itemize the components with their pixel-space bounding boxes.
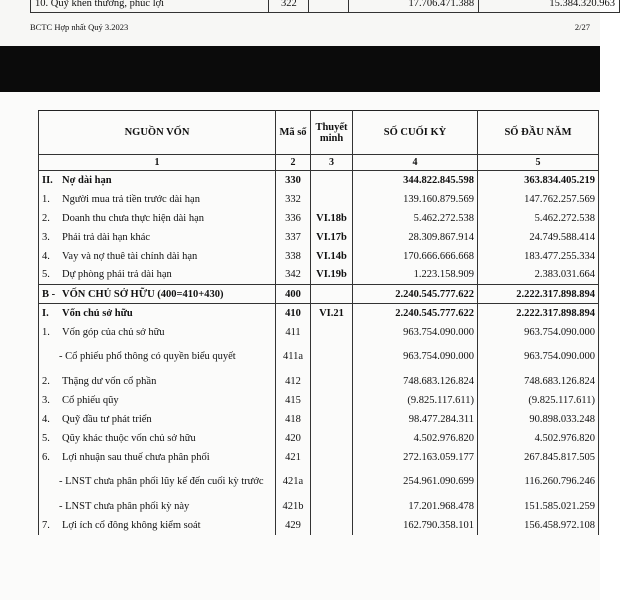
row-note: VI.14b [311, 247, 353, 266]
header-begin-year: SỐ ĐẦU NĂM [478, 111, 599, 155]
row-label-cell [39, 285, 276, 304]
row-begin-value: 267.845.817.505 [478, 448, 599, 467]
row-note [311, 190, 353, 209]
row-end-value: 2.240.545.777.622 [353, 304, 478, 323]
table-row [39, 266, 599, 285]
table-row [39, 497, 599, 516]
row-code: 342 [276, 266, 311, 285]
row-begin-value: 5.462.272.538 [478, 209, 599, 228]
column-index: 2 [276, 155, 311, 171]
row-begin-value: 963.754.090.000 [478, 342, 599, 372]
row-note [311, 410, 353, 429]
row-number: 5. [42, 432, 50, 444]
row-begin-value: 147.762.257.569 [478, 190, 599, 209]
row-number: 3. [42, 231, 50, 243]
row-note [311, 497, 353, 516]
header-end-period: SỐ CUỐI KỲ [353, 111, 478, 155]
page-footer [30, 22, 590, 32]
row-begin-value: 4.502.976.820 [478, 429, 599, 448]
row-note [311, 429, 353, 448]
table-row [39, 304, 599, 323]
row-end-value: 28.309.867.914 [353, 228, 478, 247]
row-label-cell [39, 171, 276, 190]
row-end-value: 17.201.968.478 [353, 497, 478, 516]
row-note [311, 323, 353, 342]
balance-sheet-page [0, 92, 600, 600]
table-row [39, 285, 599, 304]
row-number: 4. [42, 250, 50, 262]
row-number: 4. [42, 413, 50, 425]
row-number: 7. [42, 519, 50, 531]
row-label: - LNST chưa phân phối lũy kế đến cuối kỳ trước [59, 476, 264, 487]
column-index: 3 [311, 155, 353, 171]
row-number: 3. [42, 394, 50, 406]
footer-report-title: BCTC Hợp nhất Quý 3.2023 [30, 22, 129, 32]
row-label: - LNST chưa phân phối kỳ này [59, 500, 190, 512]
table-row [39, 391, 599, 410]
row-label-cell [39, 266, 276, 285]
row-end-value: 254.961.090.699 [353, 467, 478, 497]
row-label: Phải trả dài hạn khác [62, 231, 151, 243]
table-row [39, 467, 599, 497]
row-label: 10. Quỹ khen thưởng, phúc lợi [31, 0, 269, 13]
table-body [39, 171, 599, 535]
table-row [39, 342, 599, 372]
row-begin-value: 2.383.031.664 [478, 266, 599, 285]
row-number: 1. [42, 326, 50, 338]
row-label: VỐN CHỦ SỞ HỮU (400=410+430) [62, 288, 224, 300]
row-code: 336 [276, 209, 311, 228]
row-end-value: 748.683.126.824 [353, 372, 478, 391]
header-source: NGUỒN VỐN [39, 111, 276, 155]
row-code: 421 [276, 448, 311, 467]
row-end-value: 5.462.272.538 [353, 209, 478, 228]
row-begin-value: 116.260.796.246 [478, 467, 599, 497]
row-code: 400 [276, 285, 311, 304]
row-begin-value: 90.898.033.248 [478, 410, 599, 429]
page-gap [0, 46, 600, 92]
row-note [311, 391, 353, 410]
row-note [311, 467, 353, 497]
previous-table-row [30, 0, 620, 13]
header-note: Thuyết minh [311, 111, 353, 155]
row-label-cell [39, 497, 276, 516]
row-note [311, 372, 353, 391]
row-end-value: 344.822.845.598 [353, 171, 478, 190]
row-end-value: 2.240.545.777.622 [353, 285, 478, 304]
row-label-cell [39, 372, 276, 391]
row-number: B - [42, 288, 56, 300]
row-number: II. [42, 174, 53, 186]
row-label: Người mua trả tiền trước dài hạn [62, 193, 200, 205]
row-code: 418 [276, 410, 311, 429]
row-note [311, 448, 353, 467]
row-label: Quỹ đầu tư phát triển [62, 413, 152, 425]
row-end-value: 139.160.879.569 [353, 190, 478, 209]
row-code: 421a [276, 467, 311, 497]
row-label: Cổ phiếu qũy [62, 394, 119, 406]
row-code: 410 [276, 304, 311, 323]
column-index: 1 [39, 155, 276, 171]
row-begin-value: 24.749.588.414 [478, 228, 599, 247]
row-code: 332 [276, 190, 311, 209]
capital-table [38, 110, 599, 535]
table-row [39, 247, 599, 266]
row-number: 2. [42, 212, 50, 224]
row-begin-value: 2.222.317.898.894 [478, 285, 599, 304]
row-end-value: 1.223.158.909 [353, 266, 478, 285]
row-number: 6. [42, 451, 50, 463]
column-index: 4 [353, 155, 478, 171]
row-begin-value: 748.683.126.824 [478, 372, 599, 391]
table-row [39, 516, 599, 535]
row-label: Vay và nợ thuê tài chính dài hạn [62, 250, 198, 262]
row-end-value: 170.666.666.668 [353, 247, 478, 266]
row-begin-value: 363.834.405.219 [478, 171, 599, 190]
row-label-cell [39, 516, 276, 535]
table-row [39, 190, 599, 209]
row-note: VI.17b [311, 228, 353, 247]
row-code: 412 [276, 372, 311, 391]
row-note: VI.21 [311, 304, 353, 323]
column-index-row [39, 155, 599, 171]
row-begin-value: 15.384.320.963 [479, 0, 620, 13]
row-label: - Cổ phiếu phổ thông có quyền biểu quyết [59, 351, 236, 362]
row-code: 337 [276, 228, 311, 247]
row-label: Lợi ích cổ đông không kiểm soát [62, 519, 201, 531]
row-begin-value: 156.458.972.108 [478, 516, 599, 535]
table-row [39, 228, 599, 247]
row-label: Lợi nhuận sau thuế chưa phân phối [62, 451, 210, 463]
row-begin-value: 2.222.317.898.894 [478, 304, 599, 323]
row-end-value: 963.754.090.000 [353, 342, 478, 372]
row-note: VI.18b [311, 209, 353, 228]
table-row [39, 171, 599, 190]
row-begin-value: 151.585.021.259 [478, 497, 599, 516]
row-label-cell [39, 323, 276, 342]
row-code: 429 [276, 516, 311, 535]
row-label-cell [39, 247, 276, 266]
row-number: 5. [42, 269, 50, 281]
row-code: 330 [276, 171, 311, 190]
row-number: 1. [42, 193, 50, 205]
row-end-value: 4.502.976.820 [353, 429, 478, 448]
row-label-cell [39, 228, 276, 247]
row-code: 420 [276, 429, 311, 448]
row-label: Vốn chủ sở hữu [62, 307, 133, 319]
row-label-cell [39, 190, 276, 209]
row-label: Thặng dư vốn cổ phần [62, 375, 157, 387]
row-label: Nợ dài hạn [62, 174, 112, 186]
row-note [311, 171, 353, 190]
header-code: Mã số [276, 111, 311, 155]
row-code: 322 [269, 0, 309, 13]
table-row [39, 372, 599, 391]
row-label: Qũy khác thuộc vốn chủ sở hữu [62, 432, 196, 444]
row-begin-value: 963.754.090.000 [478, 323, 599, 342]
row-label-cell [39, 467, 276, 497]
row-label-cell [39, 391, 276, 410]
table-row [39, 209, 599, 228]
table-row [39, 410, 599, 429]
row-end-value: 17.706.471.388 [349, 0, 479, 13]
table-row [39, 323, 599, 342]
row-label: Vốn góp của chủ sở hữu [62, 326, 165, 338]
row-note [311, 285, 353, 304]
previous-page-fragment [0, 0, 615, 46]
row-number: I. [42, 307, 49, 319]
row-end-value: 963.754.090.000 [353, 323, 478, 342]
row-note [311, 516, 353, 535]
row-code: 411 [276, 323, 311, 342]
row-label-cell [39, 429, 276, 448]
footer-page-number: 2/27 [574, 22, 590, 32]
table-row [39, 448, 599, 467]
row-label-cell [39, 410, 276, 429]
row-label-cell [39, 342, 276, 372]
row-label: Dự phòng phải trả dài hạn [62, 269, 172, 281]
column-index: 5 [478, 155, 599, 171]
row-end-value: 162.790.358.101 [353, 516, 478, 535]
row-code: 421b [276, 497, 311, 516]
row-label-cell [39, 304, 276, 323]
row-number: 2. [42, 375, 50, 387]
row-begin-value: 183.477.255.334 [478, 247, 599, 266]
row-code: 338 [276, 247, 311, 266]
row-begin-value: (9.825.117.611) [478, 391, 599, 410]
row-label-cell [39, 209, 276, 228]
row-code: 415 [276, 391, 311, 410]
row-note: VI.19b [311, 266, 353, 285]
row-label: Doanh thu chưa thực hiện dài hạn [62, 212, 205, 224]
row-label-cell [39, 448, 276, 467]
row-end-value: 98.477.284.311 [353, 410, 478, 429]
table-row [39, 429, 599, 448]
row-note [311, 342, 353, 372]
row-code: 411a [276, 342, 311, 372]
row-end-value: 272.163.059.177 [353, 448, 478, 467]
row-end-value: (9.825.117.611) [353, 391, 478, 410]
table-header-row [39, 111, 599, 155]
